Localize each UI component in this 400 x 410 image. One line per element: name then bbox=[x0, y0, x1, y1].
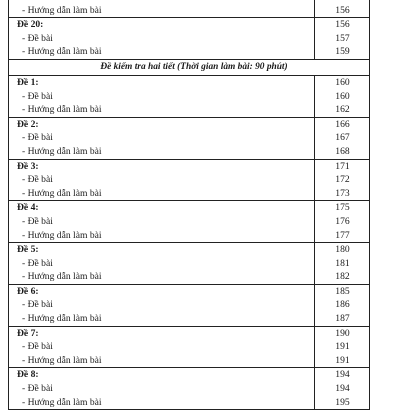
toc-row-label: - Hướng dẫn làm bài bbox=[22, 187, 102, 199]
toc-row-page: 191 bbox=[314, 340, 370, 354]
toc-group-title: Đề 20: bbox=[17, 19, 44, 31]
toc-group-title: Đề 8: bbox=[17, 369, 39, 381]
toc-row-page: 172 bbox=[314, 173, 370, 187]
toc-row-label: - Hướng dẫn làm bài bbox=[22, 354, 102, 366]
toc-row bbox=[9, 270, 369, 284]
exam-group-list bbox=[9, 75, 369, 410]
toc-row-label: - Hướng dẫn làm bài bbox=[22, 396, 102, 408]
toc-row bbox=[9, 396, 369, 410]
toc-row-label: - Hướng dẫn làm bài bbox=[22, 46, 102, 58]
toc-row bbox=[9, 298, 369, 312]
toc-exam-group bbox=[9, 242, 369, 284]
toc-row-page: 185 bbox=[314, 285, 370, 299]
toc-row-label: - Hướng dẫn làm bài bbox=[22, 313, 102, 325]
toc-row bbox=[9, 90, 369, 104]
toc-row bbox=[9, 45, 369, 59]
toc-row-label: - Hướng dẫn làm bài bbox=[22, 104, 102, 116]
toc-exam-group bbox=[9, 75, 369, 117]
toc-group-title: Đề 7: bbox=[17, 327, 39, 339]
toc-group-title-row bbox=[9, 327, 369, 341]
toc-row bbox=[9, 312, 369, 326]
toc-row-page: 177 bbox=[314, 229, 370, 243]
toc-row-label: - Hướng dẫn làm bài bbox=[22, 145, 102, 157]
toc-group-title: Đề 4: bbox=[17, 202, 39, 214]
toc-group-title-row bbox=[9, 118, 369, 132]
toc-exam-group bbox=[9, 117, 369, 159]
toc-row-page: 171 bbox=[314, 160, 370, 174]
toc-row-label: - Đề bài bbox=[22, 132, 53, 144]
toc-group-title: Đề 5: bbox=[17, 244, 39, 256]
toc-row-page: 181 bbox=[314, 257, 370, 271]
toc-row-page: 166 bbox=[314, 118, 370, 132]
toc-row bbox=[9, 173, 369, 187]
toc-exam-group bbox=[9, 367, 369, 410]
toc-row-page: 160 bbox=[314, 90, 370, 104]
toc-row-label: - Hướng dẫn làm bài bbox=[22, 271, 102, 283]
toc-row bbox=[9, 215, 369, 229]
toc-group-title-row bbox=[9, 368, 369, 382]
toc-row bbox=[9, 4, 369, 18]
toc-row bbox=[9, 340, 369, 354]
toc-row-label: - Đề bài bbox=[22, 341, 53, 353]
toc-row bbox=[9, 229, 369, 243]
toc-row-page: 186 bbox=[314, 298, 370, 312]
toc-group-title: Đề 6: bbox=[17, 285, 39, 297]
toc-row-page: 180 bbox=[314, 243, 370, 257]
toc-row-page: 190 bbox=[314, 327, 370, 341]
toc-row-label: - Đề bài bbox=[22, 215, 53, 227]
toc-row-page: 173 bbox=[314, 187, 370, 201]
toc-exam-group bbox=[9, 326, 369, 368]
toc-row-page: 159 bbox=[314, 45, 370, 59]
toc-row-label: - Đề bài bbox=[22, 257, 53, 269]
toc-row bbox=[9, 354, 369, 368]
section-heading: Đề kiểm tra hai tiết (Thời gian làm bài: 90 phút) bbox=[9, 59, 369, 75]
toc-group-title-row bbox=[9, 18, 369, 32]
toc-row bbox=[9, 131, 369, 145]
toc-row-page: 182 bbox=[314, 270, 370, 284]
toc-row bbox=[9, 32, 369, 46]
toc-group-title: Đề 2: bbox=[17, 118, 39, 130]
toc-row-label: - Đề bài bbox=[22, 383, 53, 395]
toc-row-page: 187 bbox=[314, 312, 370, 326]
toc-exam-group bbox=[9, 284, 369, 326]
table-of-contents bbox=[8, 0, 370, 410]
toc-row-page: 176 bbox=[314, 215, 370, 229]
toc-row-page: 162 bbox=[314, 103, 370, 117]
toc-row-page: 191 bbox=[314, 354, 370, 368]
toc-row-page: 194 bbox=[314, 382, 370, 396]
toc-group-title-row bbox=[9, 243, 369, 257]
toc-group-title-row bbox=[9, 160, 369, 174]
toc-group-19 bbox=[9, 0, 369, 17]
toc-group-title-row bbox=[9, 76, 369, 90]
toc-row-page: 156 bbox=[314, 4, 370, 18]
toc-row-page: 195 bbox=[314, 396, 370, 410]
toc-group-title: Đề 3: bbox=[17, 160, 39, 172]
toc-row bbox=[9, 145, 369, 159]
toc-row-label: - Đề bài bbox=[22, 32, 53, 44]
toc-group-title-page: 156 bbox=[314, 18, 370, 32]
toc-row bbox=[9, 187, 369, 201]
toc-row-page: 194 bbox=[314, 368, 370, 382]
toc-row-label: - Hướng dẫn làm bài bbox=[22, 4, 102, 16]
toc-row bbox=[9, 382, 369, 396]
toc-group-title-row bbox=[9, 201, 369, 215]
toc-row bbox=[9, 103, 369, 117]
toc-row-label: - Đề bài bbox=[22, 174, 53, 186]
toc-row-page: 175 bbox=[314, 201, 370, 215]
toc-group-20 bbox=[9, 17, 369, 59]
toc-row-label: - Hướng dẫn làm bài bbox=[22, 229, 102, 241]
toc-row-page: 157 bbox=[314, 32, 370, 46]
toc-group-title-row bbox=[9, 285, 369, 299]
toc-row bbox=[9, 257, 369, 271]
toc-row-page: 167 bbox=[314, 131, 370, 145]
toc-group-title: Đề 1: bbox=[17, 76, 39, 88]
toc-row-page: 168 bbox=[314, 145, 370, 159]
toc-row-page: 160 bbox=[314, 76, 370, 90]
toc-row-label: - Đề bài bbox=[22, 299, 53, 311]
toc-row-label: - Đề bài bbox=[22, 90, 53, 102]
toc-exam-group bbox=[9, 200, 369, 242]
toc-exam-group bbox=[9, 159, 369, 201]
